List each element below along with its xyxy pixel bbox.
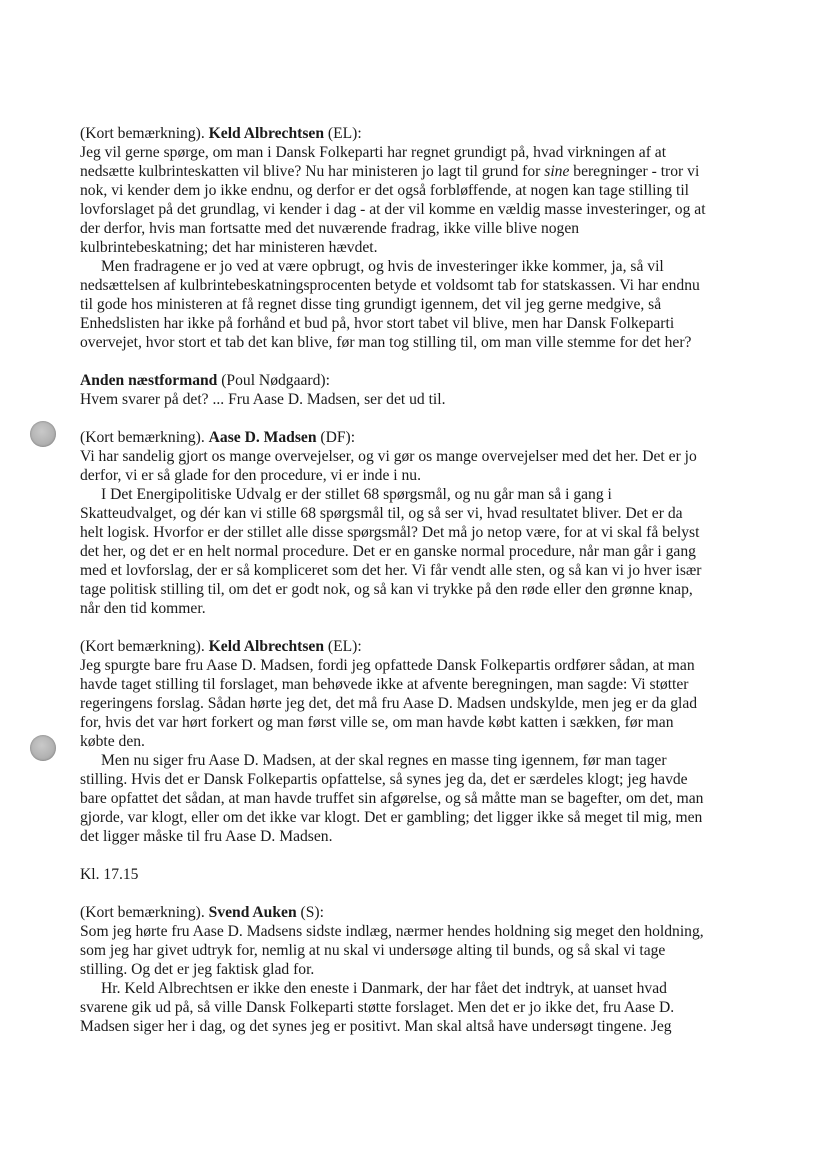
text-line	[80, 827, 760, 846]
transcript-page	[80, 124, 760, 1055]
text-line	[80, 485, 760, 504]
text-line	[80, 656, 760, 675]
text-line	[80, 770, 760, 789]
speech-block	[80, 903, 760, 1036]
line-text: stilling. Og det er jeg faktisk glad for.	[80, 961, 315, 978]
speaker-header	[80, 124, 760, 143]
punch-hole-bottom	[30, 735, 56, 761]
line-text: stilling. Hvis det er Dansk Folkepartis opfattelse, så synes jeg da, det er særdeles klogt; jeg havde	[80, 771, 688, 788]
speaker-name: Aase D. Madsen	[208, 429, 317, 446]
line-text: lovforslaget på det grundlag, vi kender i dag - at der vil komme en vældig masse investeringer, og at	[80, 201, 706, 218]
header-prefix: (Kort bemærkning).	[80, 429, 209, 446]
text-line	[80, 504, 760, 523]
text-line	[80, 979, 760, 998]
text-line	[80, 200, 760, 219]
text-line	[80, 181, 760, 200]
line-text: nedsættelsen af kulbrintebeskatningsprocenten betyde et voldsomt tab for statskassen. Vi har endnu	[80, 277, 700, 294]
text-line	[80, 941, 760, 960]
speaker-party: (EL):	[324, 638, 362, 655]
text-line	[80, 295, 760, 314]
line-text: Jeg vil gerne spørge, om man i Dansk Folkeparti har regnet grundigt på, hvad virkningen af at	[80, 144, 667, 161]
text-line	[80, 808, 760, 827]
text-line	[80, 675, 760, 694]
line-text: gjorde, var klogt, eller om det ikke var klogt. Det er gambling; det ligger ikke så meget til mig, men	[80, 809, 703, 826]
text-line	[80, 599, 760, 618]
line-text: Som jeg hørte fru Aase D. Madsens sidste indlæg, nærmer hendes holdning sig meget den holdning,	[80, 923, 704, 940]
line-text: købte den.	[80, 733, 145, 750]
speaker-header	[80, 637, 760, 656]
speech-block	[80, 428, 760, 618]
line-text: Men fradragene er jo ved at være opbrugt, og hvis de investeringer ikke kommer, ja, så vil	[101, 258, 664, 275]
line-text-continued: beregninger - tror vi	[569, 163, 700, 180]
text-line	[80, 314, 760, 333]
speaker-header	[80, 371, 760, 390]
line-text: for, hvis det var hørt forkert og man først ville se, om man havde købt katten i sækken, før man	[80, 714, 674, 731]
line-text: med et lovforslag, der er så kompliceret som det her. Vi får vendt alle sten, og så kan vi jo hver især	[80, 562, 702, 579]
line-text: kulbrintebeskatning; det har ministeren hævdet.	[80, 239, 378, 256]
final-speech-block	[80, 903, 760, 1036]
line-text: svarene gik ud på, så ville Dansk Folkeparti støtte forslaget. Men det er jo ikke det, fru Aase D.	[80, 999, 675, 1016]
speech-block	[80, 124, 760, 352]
header-prefix: (Kort bemærkning).	[80, 638, 209, 655]
text-line	[80, 751, 760, 770]
text-line	[80, 1017, 760, 1036]
text-line	[80, 998, 760, 1017]
text-line	[80, 276, 760, 295]
line-text: når den tid kommer.	[80, 600, 206, 617]
text-line	[80, 162, 760, 181]
text-line	[80, 390, 760, 409]
speaker-name: Anden næstformand	[80, 372, 218, 389]
line-text: derfor, vi er så glade for den procedure, vi er inde i nu.	[80, 467, 421, 484]
text-line	[80, 333, 760, 352]
speaker-name: Svend Auken	[208, 904, 297, 921]
line-text: bare opfattet det sådan, at man havde truffet sin afgørelse, og så måtte man se bagefter, om det, man	[80, 790, 704, 807]
speaker-party: (DF):	[316, 429, 356, 446]
line-text: regeringens forslag. Sådan hørte jeg det, det må fru Aase D. Madsen undskylde, men jeg er da glad	[80, 695, 698, 712]
text-line	[80, 713, 760, 732]
line-text: der derfor, hvis man fortsatte med det nuværende fradrag, ikke ville blive nogen	[80, 220, 580, 237]
line-text: nok, vi kender dem jo ikke endnu, og derfor er det også forbløffende, at nogen kan tage stilling til	[80, 182, 690, 199]
line-text: Hvem svarer på det? ... Fru Aase D. Madsen, ser det ud til.	[80, 391, 446, 408]
line-text: Hr. Keld Albrechtsen er ikke den eneste i Danmark, der har fået det indtryk, at uanset hvad	[101, 980, 667, 997]
text-line	[80, 238, 760, 257]
line-text: Madsen siger her i dag, og det synes jeg er positivt. Man skal altså have undersøgt tingene. Jeg	[80, 1018, 672, 1035]
line-text: havde taget stilling til forslaget, man behøvede ikke at afvente beregningen, man sagde: Vi støtter	[80, 676, 689, 693]
text-line	[80, 922, 760, 941]
line-text: Men nu siger fru Aase D. Madsen, at der skal regnes en masse ting igennem, før man tager	[101, 752, 667, 769]
speaker-name: Keld Albrechtsen	[208, 125, 325, 142]
text-line	[80, 694, 760, 713]
speaker-name: Keld Albrechtsen	[208, 638, 325, 655]
text-line	[80, 466, 760, 485]
text-line	[80, 523, 760, 542]
text-line	[80, 789, 760, 808]
text-line	[80, 257, 760, 276]
speech-block	[80, 637, 760, 846]
line-text: Vi har sandelig gjort os mange overvejelser, og vi gør os mange overvejelser med det her. Det er jo	[80, 448, 697, 465]
text-line	[80, 447, 760, 466]
line-text: til gode hos ministeren at få regnet disse ting grundigt igennem, det vil jeg gerne medgive, så	[80, 296, 662, 313]
punch-hole-top	[30, 421, 56, 447]
text-line	[80, 561, 760, 580]
speaker-header	[80, 428, 760, 447]
timestamp: Kl. 17.15	[80, 866, 139, 883]
line-text: Jeg spurgte bare fru Aase D. Madsen, fordi jeg opfattede Dansk Folkepartis ordfører sådan, at man	[80, 657, 695, 674]
speech-block	[80, 371, 760, 409]
line-text: overvejet, hvor stort et tab det kan blive, før man tog stilling til, om man ville stemme for det her?	[80, 334, 692, 351]
text-line	[80, 960, 760, 979]
text-line	[80, 219, 760, 238]
text-line	[80, 732, 760, 751]
header-prefix: (Kort bemærkning).	[80, 125, 209, 142]
line-text: det her, og det er en helt normal procedure. Det er en ganske normal procedure, når man går i gang	[80, 543, 696, 560]
text-line	[80, 580, 760, 599]
line-text: tage politisk stilling til, om det er godt nok, og så kan vi trykke på den røde eller den grønne knap,	[80, 581, 693, 598]
line-text: helt logisk. Hvorfor er der stillet alle disse spørgsmål? Det må jo netop være, for at vi skal få belyst	[80, 524, 700, 541]
line-text: Skatteudvalget, og dér kan vi stille 68 spørgsmål til, og så ser vi, hvad resultatet bliver. Det er da	[80, 505, 683, 522]
speaker-party: (EL):	[324, 125, 362, 142]
speaker-party: (Poul Nødgaard):	[217, 372, 330, 389]
text-line	[80, 143, 760, 162]
text-line	[80, 542, 760, 561]
header-prefix: (Kort bemærkning).	[80, 904, 209, 921]
line-text: som jeg har givet udtryk for, nemlig at nu skal vi undersøge alting til bunds, og så skal vi tage	[80, 942, 666, 959]
line-text: nedsætte kulbrinteskatten vil blive? Nu har ministeren jo lagt til grund for	[80, 163, 545, 180]
speech-blocks	[80, 124, 760, 846]
emphasis-text: sine	[544, 163, 570, 180]
line-text: det ligger måske til fru Aase D. Madsen.	[80, 828, 333, 845]
line-text: Enhedslisten har ikke på forhånd et bud på, hvor stort tabet vil blive, men har Dansk Folkeparti	[80, 315, 675, 332]
speaker-party: (S):	[296, 904, 324, 921]
line-text: I Det Energipolitiske Udvalg er der stillet 68 spørgsmål, og nu går man så i gang i	[101, 486, 612, 503]
speaker-header	[80, 903, 760, 922]
